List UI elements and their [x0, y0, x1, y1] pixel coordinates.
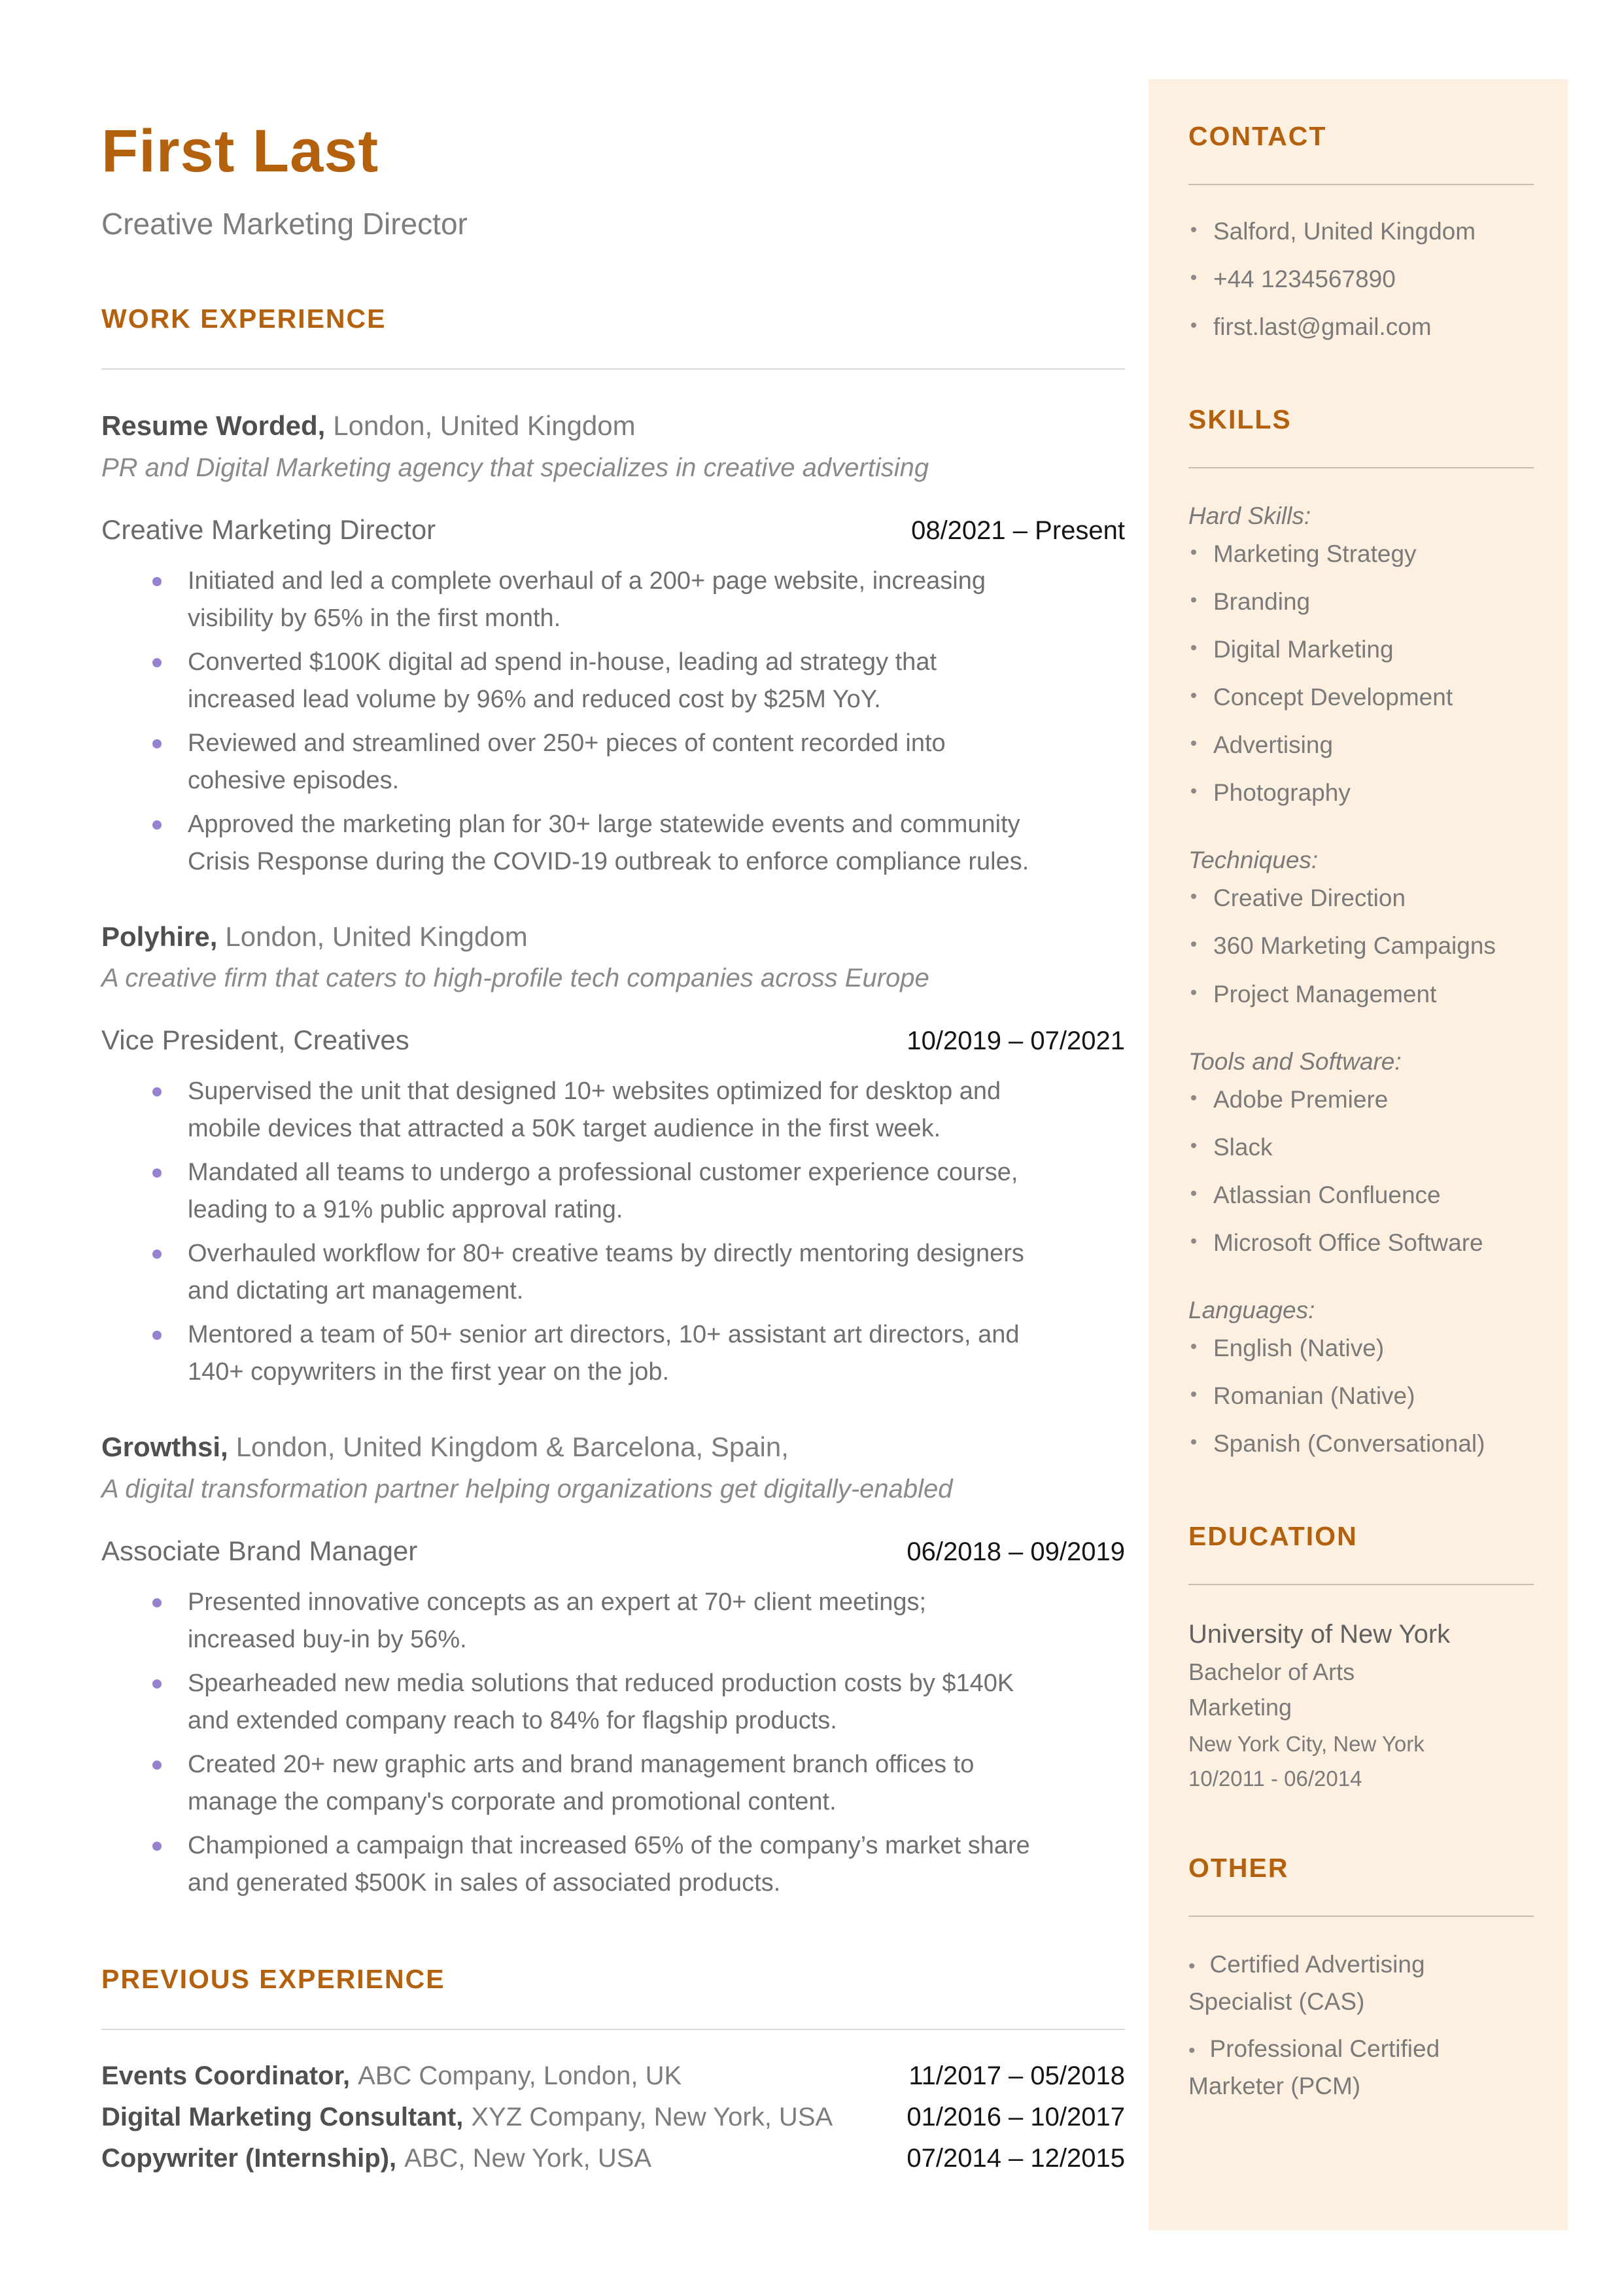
bullet-dot-icon [1191, 323, 1196, 328]
bullet-dot-icon [1191, 275, 1196, 280]
sidebar-divider [1188, 467, 1534, 468]
company-line [101, 408, 1125, 445]
skill-group-label: Techniques: [1188, 847, 1319, 874]
candidate-job-title: Creative Marketing Director [101, 207, 468, 241]
job-bullet-text: Initiated and led a complete overhaul of a 200+ page website, increasing visibility by 65% in the first month. [188, 567, 986, 632]
skill-item-text: Advertising [1213, 731, 1334, 759]
skill-item-text: Atlassian Confluence [1213, 1181, 1441, 1208]
other-list [1188, 1946, 1534, 2105]
job-bullet [101, 725, 1125, 799]
job-bullet-text: Presented innovative concepts as an expert at 70+ client meetings; increased buy-in by 56%. [188, 1588, 927, 1654]
contact-item-text: Salford, United Kingdom [1213, 218, 1476, 245]
bullet-dot-icon [1191, 941, 1196, 947]
company-name: Polyhire, [101, 920, 218, 952]
previous-role-row [101, 2144, 1125, 2173]
bullet-dot-icon [1191, 990, 1196, 995]
skill-item-text: Concept Development [1213, 684, 1453, 711]
bullet-dot-icon [152, 577, 162, 586]
bullet-dot-icon [1191, 1439, 1196, 1445]
sidebar-divider [1188, 1584, 1534, 1585]
skill-item [1188, 1175, 1534, 1215]
bullet-dot-icon [1191, 1238, 1196, 1244]
job-entry [101, 919, 1125, 1392]
previous-role-dates: 11/2017 – 05/2018 [908, 2061, 1125, 2091]
job-dates: 10/2019 – 07/2021 [907, 1026, 1125, 1056]
company-location: London, United Kingdom & Barcelona, Spain, [235, 1431, 789, 1463]
contact-list [1188, 211, 1534, 347]
previous-role-title: Digital Marketing Consultant, [101, 2103, 464, 2132]
skill-list [1188, 534, 1534, 813]
contact-item [1188, 307, 1534, 347]
company-line [101, 1429, 1125, 1466]
job-bullet-list [101, 1073, 1125, 1391]
job-bullet-text: Supervised the unit that designed 10+ websites optimized for desktop and mobile devices that attracted a 50K target audience in the first week. [188, 1077, 1001, 1143]
job-bullet [101, 1827, 1125, 1902]
bullet-dot-icon [152, 1761, 162, 1770]
job-entry [101, 408, 1125, 881]
sidebar-divider [1188, 184, 1534, 185]
education-degree: Bachelor of Arts [1188, 1658, 1355, 1685]
job-bullet-text: Converted $100K digital ad spend in-house, leading ad strategy that increased lead volume by 96% and reduced cost by $25M YoY. [188, 648, 937, 713]
section-heading-previous-experience: PREVIOUS EXPERIENCE [101, 1964, 445, 1995]
bullet-dot-icon [152, 820, 162, 830]
sidebar-divider [1188, 1916, 1534, 1917]
previous-role [101, 2144, 907, 2173]
contact-item [1188, 259, 1534, 299]
bullet-dot-icon [1191, 788, 1196, 794]
job-bullet [101, 1316, 1125, 1391]
previous-role-title: Events Coordinator, [101, 2061, 351, 2091]
company-name: Resume Worded, [101, 410, 326, 441]
skill-item-text: Spanish (Conversational) [1213, 1429, 1485, 1457]
company-description: A creative firm that caters to high-profile tech companies across Europe [101, 964, 929, 993]
skill-item-text: Creative Direction [1213, 885, 1406, 912]
skill-item-text: Digital Marketing [1213, 636, 1394, 663]
contact-item-text: first.last@gmail.com [1213, 313, 1432, 341]
contact-item [1188, 211, 1534, 251]
job-dates: 08/2021 – Present [911, 516, 1125, 545]
job-bullet-list [101, 563, 1125, 881]
company-description: A digital transformation partner helping organizations get digitally-enabled [101, 1475, 953, 1504]
previous-role-title: Copywriter (Internship), [101, 2144, 397, 2173]
skill-item [1188, 878, 1534, 918]
bullet-dot-icon [152, 1598, 162, 1607]
skill-item [1188, 1223, 1534, 1263]
bullet-dot-icon [152, 1168, 162, 1178]
bullet-dot-icon [1191, 1191, 1196, 1196]
company-name: Growthsi, [101, 1431, 228, 1463]
bullet-dot-icon [1191, 894, 1196, 899]
section-heading-contact: CONTACT [1188, 121, 1327, 151]
skill-item-text: Marketing Strategy [1213, 540, 1417, 568]
bullet-dot-icon [1191, 1095, 1196, 1100]
skill-group-label: Hard Skills: [1188, 502, 1311, 530]
skill-group-label: Tools and Software: [1188, 1047, 1402, 1075]
job-title: Vice President, Creatives [101, 1025, 409, 1056]
job-title-row [101, 1535, 1125, 1567]
job-bullet [101, 1584, 1125, 1658]
previous-role-company: ABC, New York, USA [404, 2144, 652, 2173]
job-bullet-text: Overhauled workflow for 80+ creative teams by directly mentoring designers and dictating art management. [188, 1240, 1024, 1305]
job-bullet [101, 1235, 1125, 1310]
candidate-name: First Last [101, 118, 379, 184]
skill-item [1188, 1424, 1534, 1463]
skill-group [1188, 847, 1534, 1013]
bullet-dot-icon [1191, 693, 1196, 698]
education-location: New York City, New York [1188, 1731, 1425, 1756]
previous-role-dates: 01/2016 – 10/2017 [907, 2103, 1125, 2132]
skill-item-text: Microsoft Office Software [1213, 1229, 1483, 1256]
resume-sidebar [1149, 79, 1568, 2230]
job-bullet-text: Mandated all teams to undergo a professional customer experience course, leading to a 91% public approval rating. [188, 1159, 1018, 1224]
job-bullet [101, 1154, 1125, 1229]
previous-role-row [101, 2103, 1125, 2132]
job-bullet-text: Reviewed and streamlined over 250+ pieces of content recorded into cohesive episodes. [188, 729, 946, 794]
bullet-dot-icon [1191, 1344, 1196, 1349]
section-divider [101, 2029, 1125, 2030]
previous-role-dates: 07/2014 – 12/2015 [907, 2144, 1125, 2173]
bullet-dot-icon [1191, 645, 1196, 650]
section-heading-work-experience: WORK EXPERIENCE [101, 304, 387, 334]
skill-item-text: Photography [1213, 779, 1351, 807]
bullet-dot-icon [152, 1331, 162, 1340]
education-school: University of New York [1188, 1619, 1451, 1649]
job-entry [101, 1429, 1125, 1902]
job-dates: 06/2018 – 09/2019 [907, 1537, 1125, 1567]
skill-item-text: Branding [1213, 588, 1311, 616]
bullet-dot-icon [152, 739, 162, 748]
company-location: London, United Kingdom [225, 920, 528, 952]
education-entry [1188, 1614, 1534, 1795]
bullet-dot-icon [152, 1087, 162, 1096]
job-bullet-text: Spearheaded new media solutions that reduced production costs by $140K and extended company reach to 84% for flagship products. [188, 1670, 1014, 1735]
education-major: Marketing [1188, 1693, 1292, 1721]
other-item: • Certified Advertising Specialist (CAS) [1188, 1946, 1534, 2021]
section-heading-skills: SKILLS [1188, 404, 1292, 435]
previous-experience-rows [101, 2061, 1125, 2173]
bullet-dot-icon [152, 1250, 162, 1259]
job-title: Associate Brand Manager [101, 1535, 418, 1567]
job-bullet-text: Championed a campaign that increased 65% of the company’s market share and generated $500K in sales of associated products. [188, 1832, 1030, 1897]
bullet-dot-icon [1191, 1392, 1196, 1397]
job-bullet-text: Mentored a team of 50+ senior art directors, 10+ assistant art directors, and 140+ copywriters in the first year on the job. [188, 1321, 1020, 1386]
skill-item [1188, 1079, 1534, 1119]
skill-item [1188, 1376, 1534, 1416]
skill-group [1188, 502, 1534, 813]
bullet-dot-icon [1191, 1143, 1196, 1148]
previous-role-company: ABC Company, London, UK [358, 2061, 682, 2091]
job-bullet [101, 806, 1125, 881]
job-bullet-list [101, 1584, 1125, 1902]
previous-role-row [101, 2061, 1125, 2091]
company-location: London, United Kingdom [333, 410, 636, 441]
job-title-row [101, 514, 1125, 546]
bullet-dot-icon [1191, 741, 1196, 746]
skill-item [1188, 926, 1534, 966]
skill-item-text: 360 Marketing Campaigns [1213, 932, 1496, 960]
company-description: PR and Digital Marketing agency that specializes in creative advertising [101, 453, 929, 482]
job-bullet [101, 1746, 1125, 1821]
other-item: • Professional Certified Marketer (PCM) [1188, 2030, 1534, 2105]
skill-item [1188, 974, 1534, 1014]
section-heading-other: OTHER [1188, 1852, 1289, 1883]
section-divider [101, 368, 1125, 370]
bullet-dot-icon [1191, 597, 1196, 603]
skill-group [1188, 1048, 1534, 1263]
skill-item [1188, 773, 1534, 813]
job-bullet [101, 1665, 1125, 1740]
skill-item [1188, 1328, 1534, 1368]
bullet-dot-icon [152, 1842, 162, 1851]
bullet-dot-icon [1191, 227, 1196, 232]
previous-role [101, 2103, 907, 2132]
previous-role [101, 2061, 908, 2091]
job-bullet [101, 1073, 1125, 1148]
job-bullet [101, 563, 1125, 637]
skill-item [1188, 1127, 1534, 1167]
education-dates: 10/2011 - 06/2014 [1188, 1766, 1362, 1791]
skill-list [1188, 878, 1534, 1013]
skill-list [1188, 1079, 1534, 1263]
section-heading-education: EDUCATION [1188, 1520, 1358, 1551]
resume-main-column [101, 0, 1125, 2185]
contact-item-text: +44 1234567890 [1213, 266, 1396, 293]
job-title: Creative Marketing Director [101, 514, 436, 545]
skill-item [1188, 677, 1534, 717]
skill-list [1188, 1328, 1534, 1463]
job-bullet [101, 644, 1125, 718]
bullet-dot-icon [152, 1679, 162, 1689]
skill-item-text: Slack [1213, 1133, 1273, 1161]
job-bullet-text: Created 20+ new graphic arts and brand management branch offices to manage the company's corporate and promotional content. [188, 1751, 975, 1816]
skill-group [1188, 1297, 1534, 1463]
skill-item-text: Romanian (Native) [1213, 1382, 1415, 1409]
job-bullet-text: Approved the marketing plan for 30+ large statewide events and community Crisis Response during the COVID-19 outbreak to enforce compliance rules. [188, 810, 1029, 875]
skill-item [1188, 534, 1534, 574]
company-line [101, 919, 1125, 956]
skill-item-text: English (Native) [1213, 1334, 1385, 1361]
bullet-dot-icon [152, 658, 162, 667]
skill-item-text: Adobe Premiere [1213, 1085, 1389, 1113]
skill-item [1188, 629, 1534, 669]
skill-group-label: Languages: [1188, 1296, 1315, 1323]
skill-item [1188, 582, 1534, 622]
previous-role-company: XYZ Company, New York, USA [471, 2103, 833, 2132]
job-title-row [101, 1025, 1125, 1056]
bullet-dot-icon [1191, 550, 1196, 555]
skill-item-text: Project Management [1213, 980, 1437, 1007]
skill-item [1188, 725, 1534, 765]
